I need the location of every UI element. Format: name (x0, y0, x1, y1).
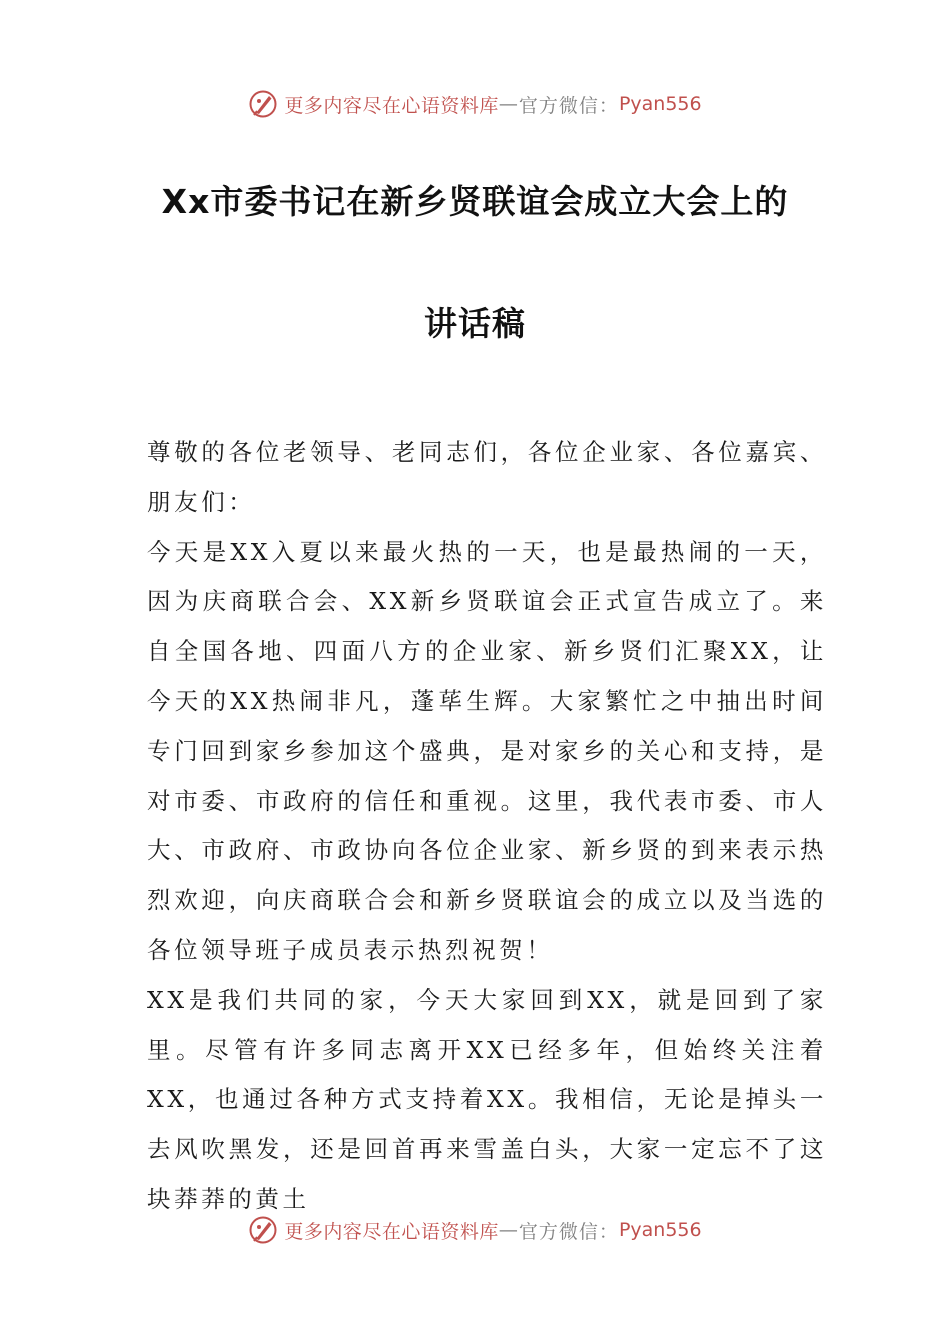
document-title-line-1: Xx市委书记在新乡贤联谊会成立大会上的 (161, 182, 789, 221)
salutation: 尊敬的各位老领导、老同志们，各位企业家、各位嘉宾、朋友们： (147, 438, 827, 516)
banner-wechat-label: 官方微信： (518, 94, 619, 117)
banner-separator: — (498, 1219, 519, 1241)
paragraph-2: XX是我们共同的家，今天大家回到XX，就是回到了家里。尽管有许多同志离开XX已经多年，但始终关注着XX，也通过各种方式支持着XX。我相信，无论是掉头一去风吹黑发，还是回首再来雪盖白头，大家一定忘不了这块莽莽的黄土 (147, 985, 827, 1213)
banner-wechat-id: Pyan556 (618, 93, 702, 115)
header-banner (0, 84, 950, 124)
banner-wechat-label: 官方微信： (518, 1220, 619, 1243)
banner-main-text: 更多内容尽在心语资料库 (284, 94, 499, 117)
footer-banner (0, 1210, 950, 1250)
quill-logo-icon (248, 89, 278, 119)
banner-separator: — (498, 93, 519, 115)
banner-main-text: 更多内容尽在心语资料库 (284, 1220, 499, 1243)
paragraph-1: 今天是XX入夏以来最火热的一天，也是最热闹的一天，因为庆商联合会、XX新乡贤联谊会正式宣告成立了。来自全国各地、四面八方的企业家、新乡贤们汇聚XX，让今天的XX热闹非凡，蓬荜生辉。大家繁忙之中抽出时间专门回到家乡参加这个盛典，是对家乡的关心和支持，是对市委、市政府的信任和重视。这里，我代表市委、市人大、市政府、市政协向各位企业家、新乡贤的到来表示热烈欢迎，向庆商联合会和新乡贤联谊会的成立以及当选的各位领导班子成员表示热烈祝贺！ (147, 537, 827, 964)
banner-wechat-id: Pyan556 (618, 1219, 702, 1241)
document-body (147, 428, 827, 1225)
quill-logo-icon (248, 1215, 278, 1245)
document-title-line-2: 讲话稿 (424, 304, 526, 343)
